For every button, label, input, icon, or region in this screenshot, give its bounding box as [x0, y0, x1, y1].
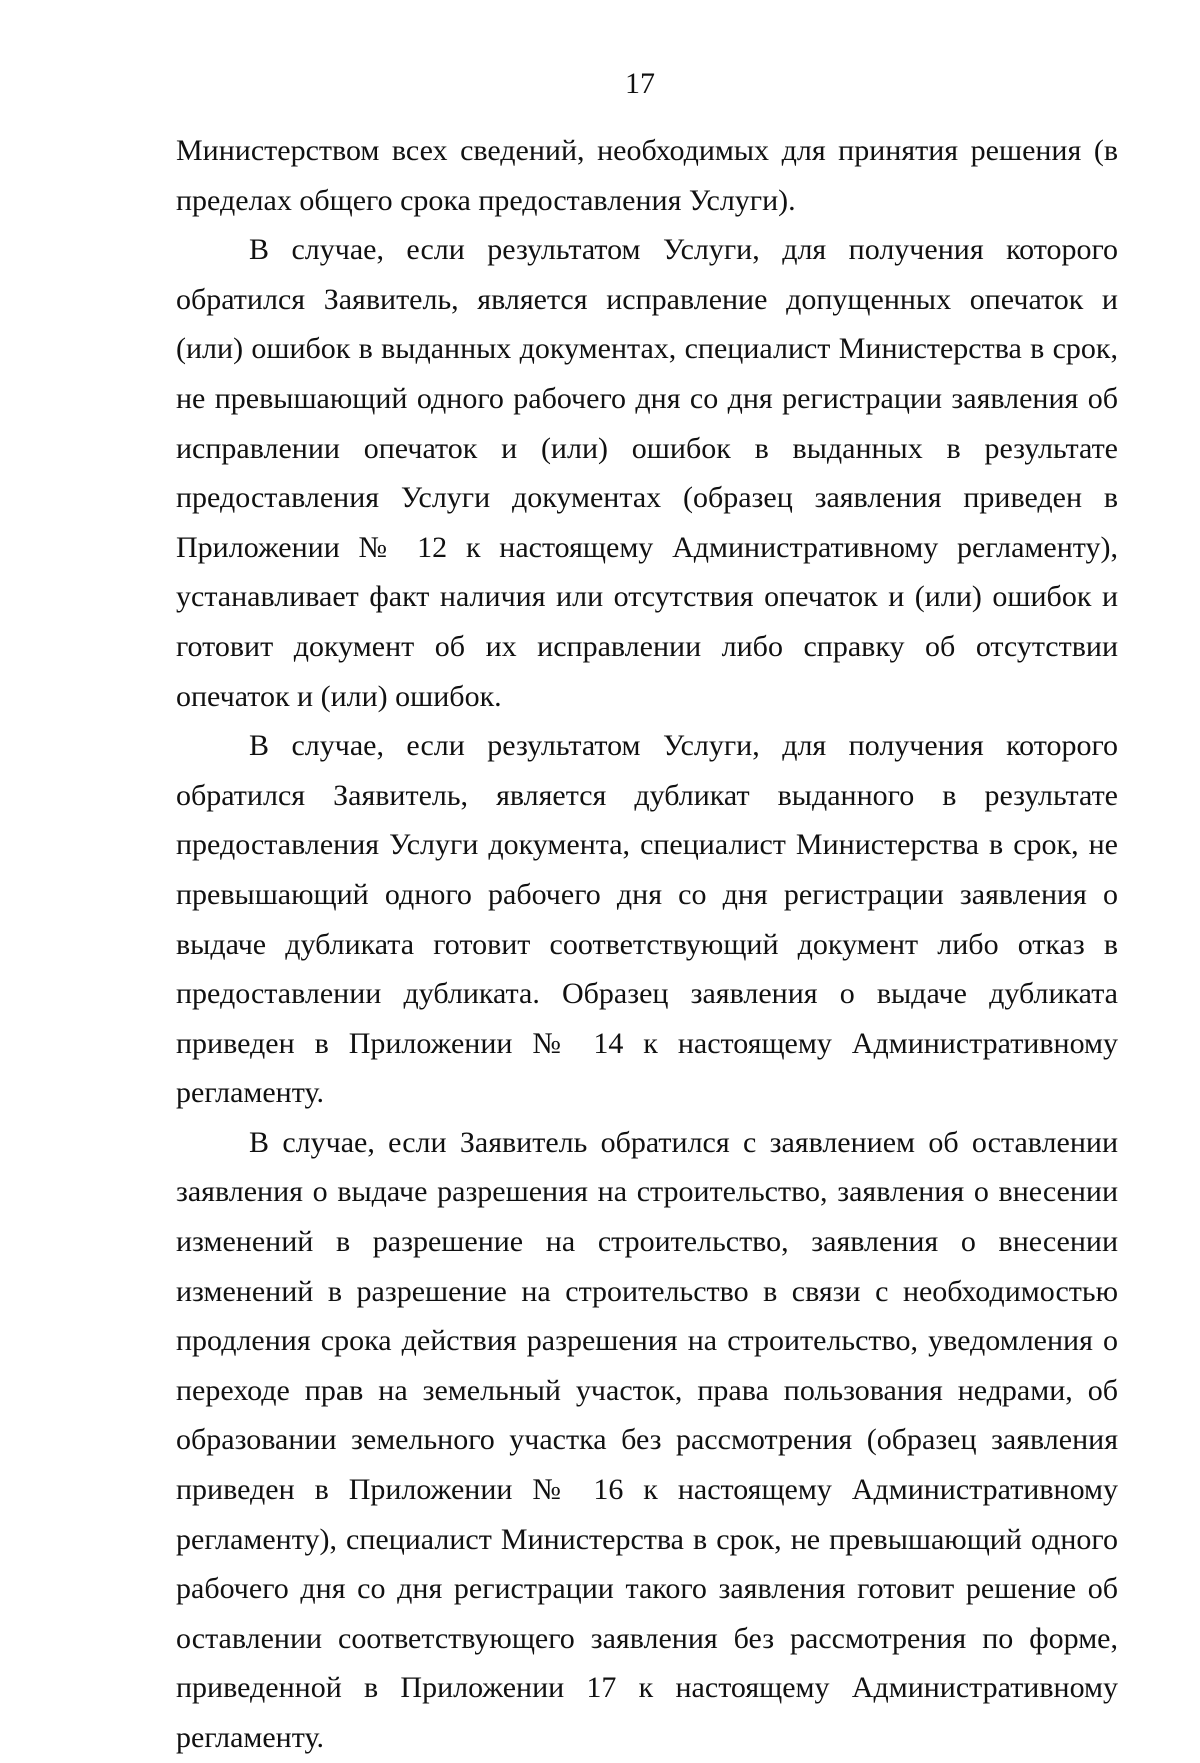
- document-body: [176, 126, 1118, 1763]
- paragraph-typo-correction: В случае, если результатом Услуги, для получения которого обратился Заявитель, является исправление допущенных опечаток и (или) ошибок в выданных документах, специалист Министерства в срок, не превышающий одного рабочего дня со дня регистрации заявления об исправлении опечаток и (или) ошибок в выданных в результате предоставления Услуги документах (образец заявления приведен в Приложении № 12 к настоящему Административному регламенту), устанавливает факт наличия или отсутствия опечаток и (или) ошибок и готовит документ об их исправлении либо справку об отсутствии опечаток и (или) ошибок.: [176, 233, 1118, 713]
- paragraph-continuation: Министерством всех сведений, необходимых для принятия решения (в пределах общего срока предоставления Услуги).: [176, 134, 1118, 217]
- paragraph-leave-without-consideration: В случае, если Заявитель обратился с заявлением об оставлении заявления о выдаче разрешения на строительство, заявления о внесении изменений в разрешение на строительство, заявления о внесении изменений в разрешение на строительство в связи с необходимостью продления срока действия разрешения на строительство, уведомления о переходе прав на земельный участок, права пользования недрами, об образовании земельного участка без рассмотрения (образец заявления приведен в Приложении № 16 к настоящему Административному регламенту), специалист Министерства в срок, не превышающий одного рабочего дня со дня регистрации такого заявления готовит решение об оставлении соответствующего заявления без рассмотрения по форме, приведенной в Приложении 17 к настоящему Административному регламенту.: [176, 1125, 1118, 1754]
- page-number: 17: [625, 67, 655, 100]
- paragraph-duplicate-document: В случае, если результатом Услуги, для получения которого обратился Заявитель, является дубликат выданного в результате предоставления Услуги документа, специалист Министерства в срок, не превышающий одного рабочего дня со дня регистрации заявления о выдаче дубликата готовит соответствующий документ либо отказ в предоставлении дубликата. Образец заявления о выдаче дубликата приведен в Приложении № 14 к настоящему Административному регламенту.: [176, 729, 1118, 1110]
